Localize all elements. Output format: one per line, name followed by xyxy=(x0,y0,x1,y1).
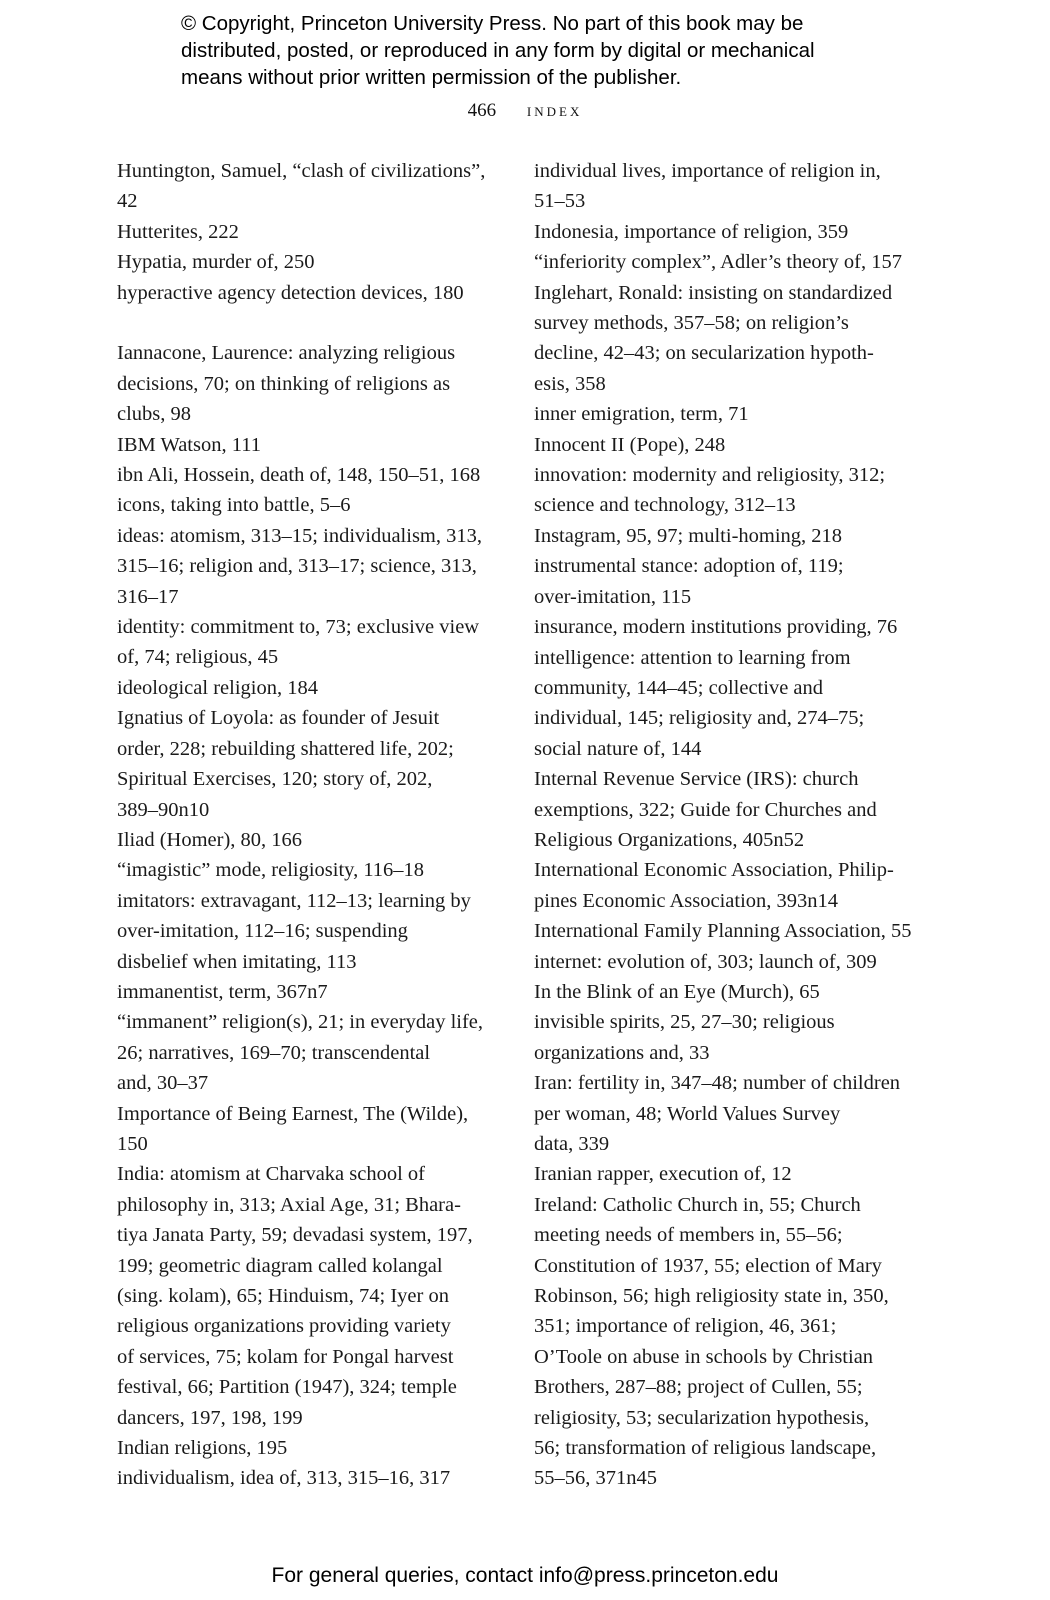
index-entry-line: Hypatia, murder of, 250 xyxy=(117,251,315,274)
index-entry-line: O’Toole on abuse in schools by Christian xyxy=(534,1345,874,1368)
index-entry-line: individual lives, importance of religion in, xyxy=(534,160,881,182)
footer-contact: For general queries, contact info@press.princeton.edu xyxy=(271,1564,779,1587)
index-entry-line: survey methods, 357–58; on religion’s xyxy=(534,312,849,335)
index-entry xyxy=(117,490,499,520)
index-entry xyxy=(534,156,914,217)
index-entry xyxy=(117,430,499,460)
index-entry-line: dancers, 197, 198, 199 xyxy=(117,1406,303,1429)
index-entry xyxy=(534,399,914,429)
index-entry xyxy=(117,1159,499,1433)
index-entry xyxy=(534,977,914,1007)
index-entry xyxy=(117,1433,499,1463)
index-entry-line: 26; narratives, 169–70; transcendental xyxy=(117,1041,431,1064)
index-entry xyxy=(117,673,499,703)
index-entry xyxy=(534,855,914,916)
index-entry-line: organizations and, 33 xyxy=(534,1041,710,1064)
index-entry-line: Iran: fertility in, 347–48; number of children xyxy=(534,1072,901,1095)
index-entry-line: immanentist, term, 367n7 xyxy=(117,980,328,1003)
index-column-left xyxy=(117,156,499,1494)
index-entry-line: ibn Ali, Hossein, death of, 148, 150–51, 168 xyxy=(117,464,481,487)
index-entry-line: Hutterites, 222 xyxy=(117,220,239,243)
copyright-notice xyxy=(181,10,941,91)
index-entry xyxy=(534,1159,914,1189)
index-letter-gap xyxy=(117,308,499,338)
index-entry xyxy=(117,886,499,977)
page-number: 466 xyxy=(467,100,497,121)
index-entry xyxy=(117,855,499,885)
index-entry-line: IBM Watson, 111 xyxy=(117,433,261,456)
index-entry-line: 199; geometric diagram called kolangal xyxy=(117,1254,443,1277)
index-entry xyxy=(534,217,914,247)
index-entry-line: pines Economic Association, 393n14 xyxy=(534,889,839,912)
index-entry-line: religious organizations providing variety xyxy=(117,1315,451,1338)
index-entry-line: community, 144–45; collective and xyxy=(534,676,824,699)
index-entry-line: of, 74; religious, 45 xyxy=(117,646,279,669)
index-entry xyxy=(117,521,499,612)
index-entry-line: disbelief when imitating, 113 xyxy=(117,950,357,973)
index-entry-line: 55–56, 371n45 xyxy=(534,1467,657,1490)
index-entry-line: 51–53 xyxy=(534,190,586,213)
index-entry xyxy=(117,247,499,277)
index-entry xyxy=(117,156,499,217)
index-entry-line: per woman, 48; World Values Survey xyxy=(534,1102,841,1125)
index-entry-line: science and technology, 312–13 xyxy=(534,494,796,517)
index-entry-line: order, 228; rebuilding shattered life, 202; xyxy=(117,737,454,760)
index-entry-line: hyperactive agency detection devices, 180 xyxy=(117,281,464,304)
index-column-right xyxy=(534,156,914,1494)
index-entry-line: data, 339 xyxy=(534,1133,610,1155)
index-entry xyxy=(534,247,914,277)
index-entry-line: Robinson, 56; high religiosity state in, 350, xyxy=(534,1285,889,1308)
index-entry xyxy=(534,643,914,765)
index-entry-line: innovation: modernity and religiosity, 312; xyxy=(534,464,886,487)
index-entry-line: (sing. kolam), 65; Hinduism, 74; Iyer on xyxy=(117,1285,449,1308)
index-entry-line: 42 xyxy=(117,190,138,213)
index-entry-line: Religious Organizations, 405n52 xyxy=(534,828,805,851)
index-entry-line: Brothers, 287–88; project of Cullen, 55; xyxy=(534,1376,863,1399)
index-entry-line: and, 30–37 xyxy=(117,1072,209,1095)
index-entry xyxy=(534,278,914,400)
index-entry-line: inner emigration, term, 71 xyxy=(534,403,749,426)
index-entry-line: Iannacone, Laurence: analyzing religious xyxy=(117,342,456,365)
index-entry-line: India: atomism at Charvaka school of xyxy=(117,1163,425,1186)
index-entry xyxy=(117,825,499,855)
index-entry-line: “imagistic” mode, religiosity, 116–18 xyxy=(117,859,425,882)
index-entry-line: “inferiority complex”, Adler’s theory of, 157 xyxy=(534,251,902,274)
index-entry xyxy=(534,460,914,521)
index-entry-line: exemptions, 322; Guide for Churches and xyxy=(534,798,877,821)
index-entry-line: meeting needs of members in, 55–56; xyxy=(534,1224,843,1247)
index-entry-line: In the Blink of an Eye (Murch), 65 xyxy=(534,980,820,1003)
index-entry-line: over-imitation, 112–16; suspending xyxy=(117,920,408,943)
index-entry-line: Instagram, 95, 97; multi-homing, 218 xyxy=(534,524,843,547)
index-entry xyxy=(117,460,499,490)
index-entry-line: over-imitation, 115 xyxy=(534,585,692,608)
index-entry-line: 316–17 xyxy=(117,585,179,608)
index-entry-line: 389–90n10 xyxy=(117,798,210,821)
index-entry xyxy=(534,764,914,855)
copyright-line: © Copyright, Princeton University Press. No part of this book may be xyxy=(181,12,804,35)
index-entry-line: Iranian rapper, execution of, 12 xyxy=(534,1163,792,1186)
index-entry xyxy=(117,612,499,673)
running-head xyxy=(0,98,1050,124)
index-entry-line: decline, 42–43; on secularization hypoth- xyxy=(534,342,874,365)
index-entry-line: Internal Revenue Service (IRS): church xyxy=(534,768,859,791)
index-entry-line: philosophy in, 313; Axial Age, 31; Bhara- xyxy=(117,1193,461,1216)
index-entry xyxy=(117,703,499,825)
index-entry-line: religiosity, 53; secularization hypothesis, xyxy=(534,1406,870,1429)
index-entry-line: Indian religions, 195 xyxy=(117,1437,288,1460)
index-entry-line: International Family Planning Association, 55 xyxy=(534,920,912,943)
index-entry-line: individualism, idea of, 313, 315–16, 317 xyxy=(117,1467,451,1490)
index-entry-line: instrumental stance: adoption of, 119; xyxy=(534,555,844,578)
index-entry xyxy=(534,916,914,946)
index-entry xyxy=(117,217,499,247)
index-entry-line: Huntington, Samuel, “clash of civilizations”, xyxy=(117,160,486,182)
index-entry-line: icons, taking into battle, 5–6 xyxy=(117,494,351,517)
index-entry-line: 315–16; religion and, 313–17; science, 313, xyxy=(117,555,477,578)
index-entry-line: identity: commitment to, 73; exclusive view xyxy=(117,616,480,639)
index-entry xyxy=(117,1007,499,1098)
index-entry-line: tiya Janata Party, 59; devadasi system, 197, xyxy=(117,1224,473,1247)
index-entry-line: Iliad (Homer), 80, 166 xyxy=(117,828,303,851)
index-entry-line: Ireland: Catholic Church in, 55; Church xyxy=(534,1193,861,1216)
index-entry xyxy=(117,1463,499,1493)
index-entry-line: of services, 75; kolam for Pongal harvest xyxy=(117,1345,454,1368)
index-entry-line: Importance of Being Earnest, The (Wilde), xyxy=(117,1102,469,1125)
index-entry xyxy=(534,1190,914,1494)
index-entry xyxy=(117,977,499,1007)
index-entry xyxy=(534,612,914,642)
index-entry xyxy=(117,1099,499,1160)
index-entry-line: “immanent” religion(s), 21; in everyday life, xyxy=(117,1011,484,1034)
index-entry-line: individual, 145; religiosity and, 274–75; xyxy=(534,707,865,730)
running-head-title: index xyxy=(526,100,583,121)
index-entry xyxy=(534,521,914,551)
index-entry-line: Inglehart, Ronald: insisting on standardized xyxy=(534,281,893,304)
index-entry-line: Spiritual Exercises, 120; story of, 202, xyxy=(117,768,433,791)
index-entry-line: 56; transformation of religious landscape, xyxy=(534,1437,877,1460)
index-entry-line: esis, 358 xyxy=(534,372,606,395)
index-entry xyxy=(534,430,914,460)
index-entry xyxy=(534,1068,914,1159)
index-entry-line: intelligence: attention to learning from xyxy=(534,646,851,669)
index-entry-line: 150 xyxy=(117,1132,148,1155)
index-entry-line: social nature of, 144 xyxy=(534,737,702,760)
index-entry xyxy=(117,278,499,308)
index-entry xyxy=(534,947,914,977)
index-entry-line: insurance, modern institutions providing, 76 xyxy=(534,616,898,639)
index-entry-line: 351; importance of religion, 46, 361; xyxy=(534,1315,837,1338)
index-entry-line: International Economic Association, Philip- xyxy=(534,859,894,882)
index-entry-line: festival, 66; Partition (1947), 324; temple xyxy=(117,1376,457,1399)
index-entry-line: Ignatius of Loyola: as founder of Jesuit xyxy=(117,707,440,730)
index-entry-line: internet: evolution of, 303; launch of, 309 xyxy=(534,950,877,973)
index-entry-line: invisible spirits, 25, 27–30; religious xyxy=(534,1011,835,1034)
index-entry-line: decisions, 70; on thinking of religions as xyxy=(117,372,451,395)
index-entry xyxy=(117,338,499,429)
index-entry-line: Innocent II (Pope), 248 xyxy=(534,433,726,456)
index-entry-line: imitators: extravagant, 112–13; learning by xyxy=(117,889,471,912)
index-entry-line: clubs, 98 xyxy=(117,403,192,426)
copyright-line: distributed, posted, or reproduced in any form by digital or mechanical xyxy=(181,39,815,62)
index-entry xyxy=(534,1007,914,1068)
index-entry xyxy=(534,551,914,612)
copyright-line: means without prior written permission of the publisher. xyxy=(181,66,682,89)
index-entry-line: Indonesia, importance of religion, 359 xyxy=(534,220,849,243)
index-entry-line: ideological religion, 184 xyxy=(117,676,318,699)
index-entry-line: ideas: atomism, 313–15; individualism, 313, xyxy=(117,524,482,547)
index-entry-line: Constitution of 1937, 55; election of Mary xyxy=(534,1254,882,1277)
